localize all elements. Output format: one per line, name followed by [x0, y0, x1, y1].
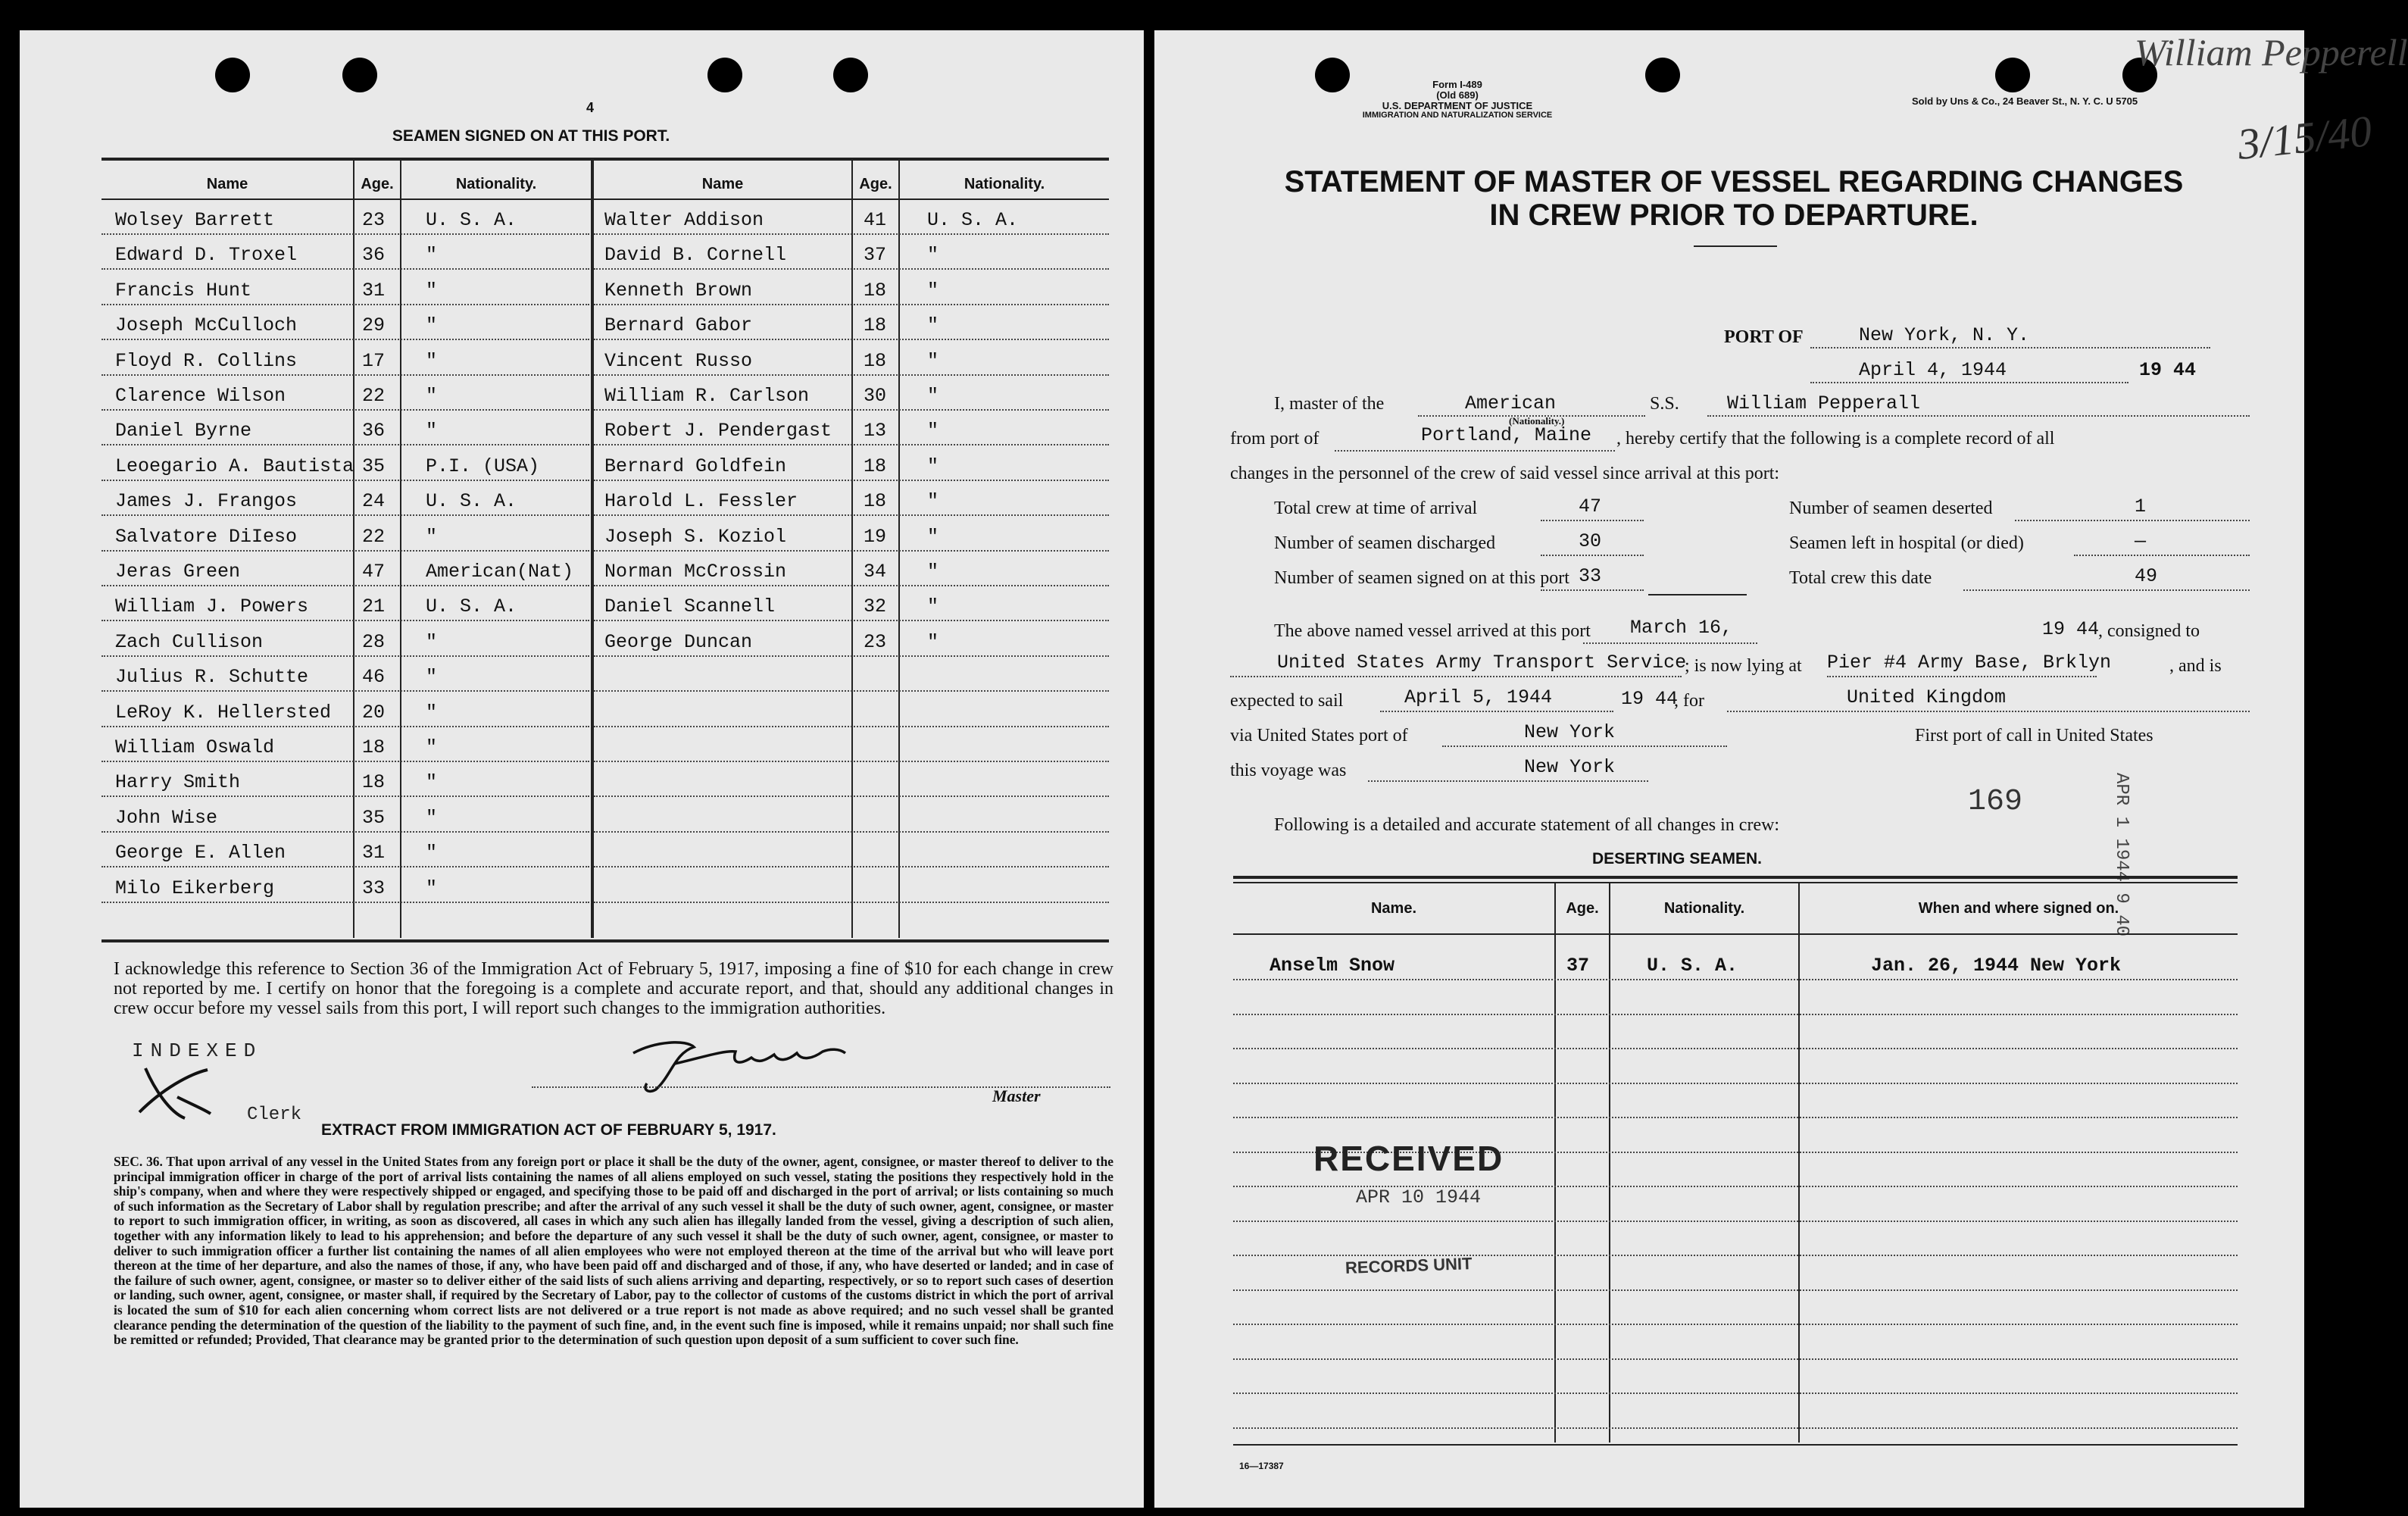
- crew-name: Daniel Scannell: [604, 595, 776, 618]
- row-line: [594, 726, 1109, 727]
- crew-name: William J. Powers: [115, 595, 309, 618]
- crew-nationality: ": [927, 595, 939, 618]
- punch-hole: [1995, 58, 2030, 92]
- row-line: [102, 585, 589, 586]
- crew-name: George Duncan: [604, 630, 753, 653]
- crew-name: Jeras Green: [115, 561, 241, 583]
- desert-header-when: When and where signed on.: [1918, 900, 2119, 917]
- crew-nationality: ": [426, 630, 438, 653]
- crew-name: Leoegario A. Bautista: [115, 455, 354, 477]
- crew-age: 36: [362, 244, 386, 267]
- crew-name: Francis Hunt: [115, 279, 252, 302]
- left-page: [20, 30, 1144, 1508]
- crew-age: 22: [362, 385, 386, 407]
- discharged-line: [1541, 555, 1644, 556]
- row-line: [594, 444, 1109, 445]
- voyage-label: this voyage was: [1230, 761, 1347, 780]
- row-line: [594, 620, 1109, 621]
- row-line: [1233, 979, 2238, 980]
- crew-age: 18: [864, 314, 887, 337]
- header-age: Age.: [859, 176, 892, 192]
- row-line: [594, 514, 1109, 516]
- punch-hole: [833, 58, 868, 92]
- row-line: [102, 409, 589, 411]
- row-line: [594, 268, 1109, 270]
- acknowledgment-text: I acknowledge this reference to Section 36 of the Immigration Act of February 5, 1917, imposing a fine of $10 for each change in crew not reported by me. I certify on honor that the foregoing is a complete and accurate report, and that, should any additional changes in crew occur before my vessel sails from this port, I will report such changes to the immigration authorities.: [114, 959, 1113, 1018]
- desert-table-header-rule: [1233, 933, 2238, 935]
- ship-name: William Pepperall: [1727, 392, 1921, 414]
- crew-name: Walter Addison: [604, 209, 764, 231]
- column-divider: [591, 159, 594, 938]
- from-port-line: [1335, 450, 1615, 452]
- crew-age: 20: [362, 701, 386, 724]
- crew-name: Julius R. Schutte: [115, 666, 309, 689]
- crew-nationality: ": [426, 666, 438, 689]
- handwritten-ship-name: William Pepperell: [2135, 31, 2408, 73]
- crew-nationality: ": [426, 806, 438, 829]
- date-value: April 4, 1944: [1859, 359, 2007, 381]
- crew-nationality: ": [927, 525, 939, 548]
- crew-age: 18: [864, 455, 887, 477]
- service: IMMIGRATION AND NATURALIZATION SERVICE: [1362, 111, 1553, 120]
- row-line: [102, 550, 589, 552]
- signed-on-label: Number of seamen signed on at this port: [1274, 568, 1569, 588]
- crew-nationality: ": [426, 314, 438, 337]
- desert-table-top-inner: [1233, 882, 2238, 883]
- lying-value: Pier #4 Army Base, Brklyn: [1827, 652, 2112, 674]
- received-date: APR 10 1944: [1356, 1186, 1482, 1208]
- from-port-label: from port of: [1230, 429, 1320, 449]
- crew-nationality: American(Nat): [426, 561, 574, 583]
- crew-age: 31: [362, 842, 386, 864]
- seamen-signed-title: SEAMEN SIGNED ON AT THIS PORT.: [392, 127, 670, 145]
- row-line: [594, 831, 1109, 833]
- row-line: [102, 726, 589, 727]
- clerk-stamp: Clerk: [247, 1105, 302, 1125]
- crew-name: William R. Carlson: [604, 385, 810, 407]
- signed-on-line: [1541, 589, 1644, 591]
- punch-hole: [215, 58, 250, 92]
- for-value: United Kingdom: [1847, 686, 2007, 708]
- and-is-label: , and is: [2169, 656, 2222, 676]
- row-line: [1233, 1014, 2238, 1015]
- crew-nationality: ": [426, 385, 438, 407]
- total-date-line: [1963, 589, 2250, 591]
- crew-nationality: ": [426, 420, 438, 442]
- records-unit-stamp: RECORDS UNIT: [1345, 1254, 1473, 1277]
- crew-nationality: ": [426, 736, 438, 758]
- crew-name: Kenneth Brown: [604, 279, 753, 302]
- form-title-line2: IN CREW PRIOR TO DEPARTURE.: [1489, 198, 1979, 232]
- punch-hole: [1645, 58, 1680, 92]
- crew-name: George E. Allen: [115, 842, 286, 864]
- row-line: [102, 620, 589, 621]
- total-date-value: 49: [2135, 565, 2158, 587]
- header-age: Age.: [361, 176, 394, 192]
- crew-nationality: ": [426, 771, 438, 794]
- crew-nationality: ": [426, 701, 438, 724]
- crew-age: 23: [864, 630, 887, 653]
- crew-nationality: ": [426, 842, 438, 864]
- crew-age: 33: [362, 877, 386, 899]
- extract-text: SEC. 36. That upon arrival of any vessel in the United States from any foreign port or place it shall be the duty of the owner, agent, consignee, or master thereof to deliver to the principal immigration officer in charge of the port of arrival lists containing the names of all aliens employed on such vessel, stating the positions they respectively hold in the ship's company, when and where they were respectively shipped or engaged, and specifying those to be paid off and discharged in the port of arrival; or lists containing so much of such information as the Secretary of Labor shall by regulation prescribe; and after the arrival of any such vessel it shall be the duty of such owner, agent, consignee, or master to report to such immigration officer, in writing, as soon as discovered, all cases in which any such alien has illegally landed from the vessel, giving a description of such alien, together with any information likely to lead to his apprehension; and before the departure of any such vessel it shall be the duty of such owner, agent, consignee, or master to deliver to such immigration officer a further list containing the names of all alien employees who were not employed thereon at the time of the arrival but who will leave port thereon at the time of her departure, and also the names of those, if any, who have been paid off and discharged and of those, if any, who have deserted or landed; and in case of the failure of such owner, agent, consignee, or master so to deliver either of the said lists of such aliens arriving and departing, respectively, or so to report such cases of desertion or landing, such owner, agent, consignee, or master shall, if required by the Secretary of Labor, pay to the collector of customs of the customs district in which the port of arrival is located the sum of $10 for each alien concerning whom correct lists are not delivered or a true report is not made as above required; and no such vessel shall be granted clearance pending the determination of the question of the liability to the payment of such fine, and, in the event such fine is imposed, while it remains unpaid; nor shall such fine be remitted or refunded; Provided, That clearance may be granted prior to the determination of such question upon deposit of a sum sufficient to cover such fine.: [114, 1154, 1113, 1348]
- crew-nationality: ": [927, 561, 939, 583]
- row-line: [594, 585, 1109, 586]
- via-line: [1442, 745, 1727, 747]
- crew-nationality: U. S. A.: [426, 490, 517, 513]
- crew-nationality: U. S. A.: [426, 595, 517, 618]
- row-line: [102, 655, 589, 657]
- crew-name: Robert J. Pendergast: [604, 420, 832, 442]
- crew-name: Vincent Russo: [604, 349, 753, 372]
- expected-value: April 5, 1944: [1404, 686, 1553, 708]
- side-date-stamp: APR 1 1944 9 40: [2111, 773, 2132, 937]
- form-number: Form I-489: [1432, 79, 1482, 90]
- row-line: [594, 409, 1109, 411]
- row-line: [102, 304, 589, 305]
- crew-age: 18: [362, 771, 386, 794]
- punch-hole: [707, 58, 742, 92]
- crew-name: LeRoy K. Hellersted: [115, 701, 332, 724]
- crew-age: 32: [864, 595, 887, 618]
- crew-age: 18: [362, 736, 386, 758]
- row-line: [594, 655, 1109, 657]
- nationality-caption: (Nationality.): [1509, 415, 1565, 427]
- desert-header-nationality: Nationality.: [1663, 900, 1745, 917]
- crew-name: Clarence Wilson: [115, 385, 286, 407]
- desert-table-bottom: [1233, 1444, 2238, 1446]
- column-divider: [898, 159, 900, 938]
- row-line: [594, 480, 1109, 481]
- lying-label: ; is now lying at: [1685, 656, 1802, 676]
- deserted-value: 1: [2135, 495, 2147, 517]
- for-label: , for: [1674, 691, 1704, 711]
- row-line: [102, 902, 589, 903]
- deserter-nationality: U. S. A.: [1647, 955, 1738, 977]
- crew-name: Joseph McCulloch: [115, 314, 298, 337]
- consigned-label: , consigned to: [2098, 621, 2200, 641]
- hospital-line: [2074, 555, 2250, 556]
- crew-nationality: P.I. (USA): [426, 455, 540, 477]
- department: U.S. DEPARTMENT OF JUSTICE: [1382, 100, 1533, 111]
- crew-age: 17: [362, 349, 386, 372]
- deserting-title: DESERTING SEAMEN.: [1591, 850, 1763, 867]
- row-line: [102, 831, 589, 833]
- crew-name: Bernard Gabor: [604, 314, 753, 337]
- crew-name: Milo Eikerberg: [115, 877, 275, 899]
- crew-name: Harold L. Fessler: [604, 490, 798, 513]
- right-page: [1154, 30, 2408, 1508]
- crew-name: Edward D. Troxel: [115, 244, 298, 267]
- crew-nationality: ": [927, 420, 939, 442]
- signed-on-underline: [1648, 594, 1747, 595]
- crew-age: 18: [864, 490, 887, 513]
- crew-name: James J. Frangos: [115, 490, 298, 513]
- row-line: [1233, 1393, 2238, 1394]
- port-line: [1810, 347, 2210, 349]
- crew-age: 18: [864, 349, 887, 372]
- header-name: Name: [701, 176, 744, 192]
- page-number: 4: [586, 100, 595, 115]
- lying-line: [1827, 676, 2097, 677]
- crew-age: 37: [864, 244, 887, 267]
- crew-nationality: ": [927, 349, 939, 372]
- total-arrival-line: [1541, 520, 1644, 521]
- extract-title: EXTRACT FROM IMMIGRATION ACT OF FEBRUARY 5, 1917.: [321, 1121, 776, 1139]
- crew-name: Zach Cullison: [115, 630, 264, 653]
- crew-age: 41: [864, 209, 887, 231]
- desert-table-top: [1233, 876, 2238, 879]
- title-rule: [1694, 245, 1777, 247]
- voyage-line: [1368, 780, 1648, 782]
- desert-header-age: Age.: [1566, 900, 1599, 917]
- crew-name: John Wise: [115, 806, 218, 829]
- indexed-stamp: INDEXED: [132, 1039, 263, 1062]
- expected-line: [1380, 711, 1613, 712]
- row-line: [594, 550, 1109, 552]
- row-line: [1233, 1358, 2238, 1360]
- crew-age: 21: [362, 595, 386, 618]
- crew-name: Bernard Goldfein: [604, 455, 787, 477]
- ss-label: S.S.: [1650, 394, 1679, 414]
- crew-age: 28: [362, 630, 386, 653]
- following-text: Following is a detailed and accurate statement of all changes in crew:: [1274, 815, 1780, 835]
- table-header-rule: [102, 198, 1109, 200]
- column-divider: [353, 159, 354, 938]
- row-line: [594, 690, 1109, 692]
- row-line: [1233, 1427, 2238, 1429]
- row-line: [102, 514, 589, 516]
- crew-nationality: ": [927, 279, 939, 302]
- row-line: [1233, 1255, 2238, 1256]
- master-of-label: I, master of the: [1274, 394, 1385, 414]
- column-divider: [400, 159, 401, 938]
- crew-name: Floyd R. Collins: [115, 349, 298, 372]
- via-label: via United States port of: [1230, 726, 1408, 745]
- expected-label: expected to sail: [1230, 691, 1344, 711]
- row-line: [102, 374, 589, 376]
- crew-age: 22: [362, 525, 386, 548]
- crew-nationality: ": [927, 455, 939, 477]
- crew-nationality: ": [927, 385, 939, 407]
- row-line: [594, 233, 1109, 235]
- deserter-age: 37: [1566, 955, 1590, 977]
- arrived-value: March 16,: [1630, 617, 1733, 639]
- master-signature: [603, 1030, 860, 1099]
- crew-name: Harry Smith: [115, 771, 241, 794]
- row-line: [102, 761, 589, 762]
- header-name: Name: [206, 176, 248, 192]
- port-value: New York, N. Y.: [1859, 324, 2030, 346]
- row-line: [594, 866, 1109, 867]
- crew-nationality: ": [927, 244, 939, 267]
- hospital-value: —: [2135, 530, 2147, 552]
- form-footer: 16—17387: [1239, 1461, 1284, 1471]
- desert-header-name: Name.: [1370, 900, 1417, 917]
- crew-age: 13: [864, 420, 887, 442]
- row-line: [102, 268, 589, 270]
- deserted-label: Number of seamen deserted: [1789, 499, 1993, 518]
- row-line: [594, 796, 1109, 797]
- first-port-label: First port of call in United States: [1915, 726, 2153, 745]
- crew-name: David B. Cornell: [604, 244, 787, 267]
- hospital-label: Seamen left in hospital (or died): [1789, 533, 2024, 553]
- via-value: New York: [1524, 721, 1616, 743]
- row-line: [102, 444, 589, 445]
- crew-age: 35: [362, 806, 386, 829]
- clerk-initial-mark: [132, 1059, 215, 1127]
- row-line: [1233, 1083, 2238, 1084]
- crew-name: Norman McCrossin: [604, 561, 787, 583]
- crew-age: 18: [864, 279, 887, 302]
- crew-age: 24: [362, 490, 386, 513]
- consignee-line: [1230, 676, 1682, 677]
- master-label: Master: [992, 1086, 1041, 1105]
- crew-age: 34: [864, 561, 887, 583]
- crew-nationality: U. S. A.: [426, 209, 517, 231]
- crew-age: 23: [362, 209, 386, 231]
- punch-hole: [1315, 58, 1350, 92]
- nationality-value: American: [1465, 392, 1557, 414]
- table-top-rule: [102, 158, 1109, 161]
- crew-name: Daniel Byrne: [115, 420, 252, 442]
- total-arrival-label: Total crew at time of arrival: [1274, 499, 1478, 518]
- arrived-label: The above named vessel arrived at this port: [1274, 621, 1591, 641]
- row-line: [1233, 1048, 2238, 1049]
- crew-nationality: ": [426, 244, 438, 267]
- received-stamp: RECEIVED: [1313, 1139, 1504, 1178]
- crew-age: 29: [362, 314, 386, 337]
- row-line: [102, 233, 589, 235]
- crew-age: 46: [362, 666, 386, 689]
- row-line: [594, 304, 1109, 305]
- crew-age: 19: [864, 525, 887, 548]
- stamp-number: 169: [1968, 785, 2023, 819]
- crew-nationality: U. S. A.: [927, 209, 1019, 231]
- row-line: [594, 339, 1109, 340]
- row-line: [1233, 1324, 2238, 1325]
- crew-nationality: ": [426, 349, 438, 372]
- crew-age: 35: [362, 455, 386, 477]
- row-line: [1233, 1221, 2238, 1222]
- total-arrival-value: 47: [1579, 495, 1602, 517]
- row-line: [594, 902, 1109, 903]
- voyage-value: New York: [1524, 756, 1616, 778]
- crew-nationality: ": [927, 314, 939, 337]
- year-value: 19 44: [2139, 359, 2197, 381]
- signed-on-value: 33: [1579, 565, 1602, 587]
- row-line: [102, 690, 589, 692]
- discharged-value: 30: [1579, 530, 1602, 552]
- crew-name: William Oswald: [115, 736, 275, 758]
- row-line: [594, 761, 1109, 762]
- deserter-signed-on: Jan. 26, 1944 New York: [1871, 955, 2122, 977]
- crew-name: Wolsey Barrett: [115, 209, 275, 231]
- crew-age: 36: [362, 420, 386, 442]
- consignee: United States Army Transport Service: [1277, 652, 1687, 674]
- ship-line: [1707, 415, 2250, 417]
- certify-text: , hereby certify that the following is a complete record of all: [1616, 429, 2055, 449]
- crew-age: 30: [864, 385, 887, 407]
- for-line: [1727, 711, 2250, 712]
- column-divider: [851, 159, 853, 938]
- crew-nationality: ": [426, 877, 438, 899]
- crew-nationality: ": [426, 525, 438, 548]
- crew-name: Joseph S. Koziol: [604, 525, 787, 548]
- crew-nationality: ": [426, 279, 438, 302]
- row-line: [594, 374, 1109, 376]
- punch-hole: [342, 58, 377, 92]
- form-old-number: (Old 689): [1436, 89, 1479, 101]
- crew-age: 31: [362, 279, 386, 302]
- crew-nationality: ": [927, 630, 939, 653]
- seller-note: Sold by Uns & Co., 24 Beaver St., N. Y. C. U 5705: [1912, 95, 2138, 107]
- arrived-year: 19 44: [2042, 618, 2100, 640]
- header-nationality: Nationality.: [964, 176, 1045, 192]
- port-label: PORT OF: [1724, 327, 1804, 347]
- changes-text: changes in the personnel of the crew of said vessel since arrival at this port:: [1230, 464, 1780, 483]
- arrived-line: [1583, 642, 1757, 644]
- header-nationality: Nationality.: [455, 176, 537, 192]
- handwritten-date: 3/15/40: [2235, 105, 2375, 170]
- discharged-label: Number of seamen discharged: [1274, 533, 1496, 553]
- deserter-name: Anselm Snow: [1270, 955, 1395, 977]
- row-line: [102, 866, 589, 867]
- expected-year: 19 44: [1621, 688, 1679, 710]
- crew-nationality: ": [927, 490, 939, 513]
- crew-age: 47: [362, 561, 386, 583]
- row-line: [102, 480, 589, 481]
- date-line: [1810, 382, 2128, 383]
- crew-name: Salvatore DiIeso: [115, 525, 298, 548]
- table-bottom-rule: [102, 939, 1109, 942]
- row-line: [102, 339, 589, 340]
- total-date-label: Total crew this date: [1789, 568, 1932, 588]
- from-port-value: Portland, Maine: [1421, 424, 1592, 446]
- deserted-line: [2015, 520, 2250, 521]
- row-line: [1233, 1289, 2238, 1291]
- form-title-line1: STATEMENT OF MASTER OF VESSEL REGARDING CHANGES: [1284, 165, 2184, 198]
- row-line: [102, 796, 589, 797]
- row-line: [1233, 1117, 2238, 1118]
